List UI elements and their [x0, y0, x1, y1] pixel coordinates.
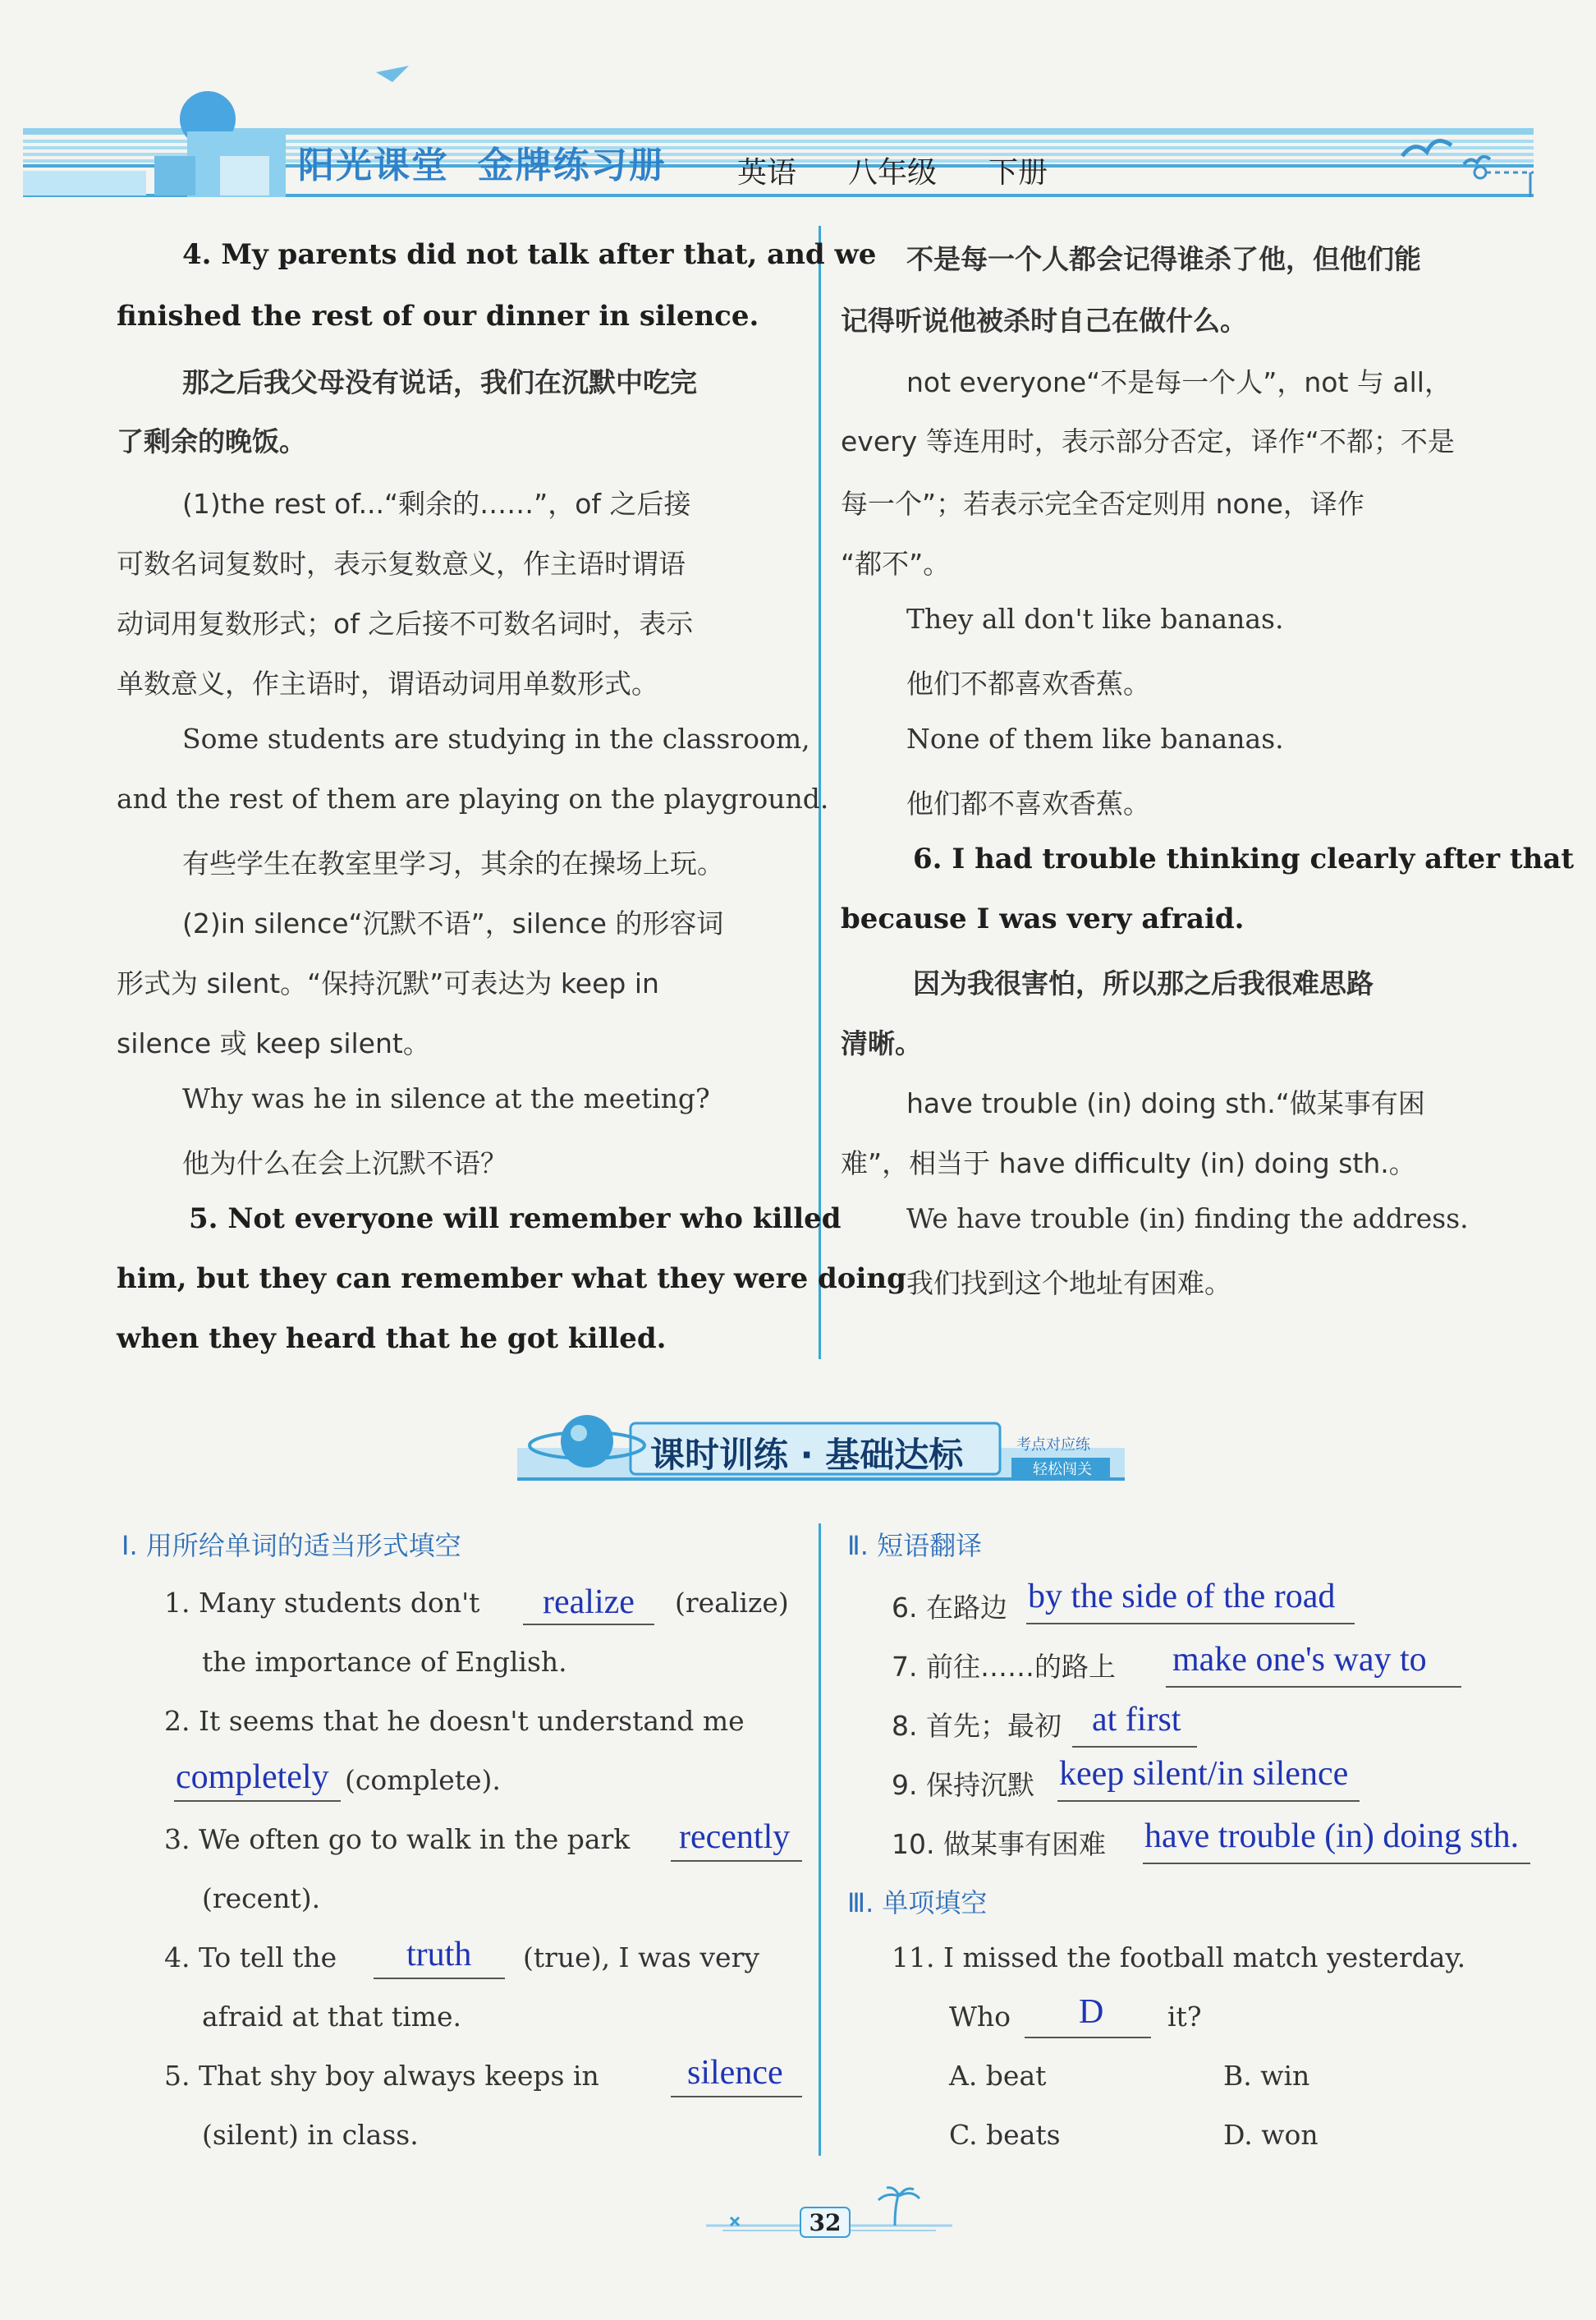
section-banner	[509, 1400, 1133, 1491]
note-3-line2: every 等连用时，表示部分否定，译作“不都；不是	[841, 425, 1455, 457]
sentence-5-cn-line2: 记得听说他被杀时自己在做什么。	[841, 305, 1247, 337]
sentence-6-en-line1: 6. I had trouble thinking clearly after that	[913, 843, 1575, 875]
section-2-title: Ⅱ. 短语翻译	[847, 1530, 983, 1561]
example-4-cn: 他们都不喜欢香蕉。	[906, 788, 1150, 820]
q11-text: 11. I missed the football match yesterday.	[892, 1941, 1466, 1973]
q2-text: 2. It seems that he doesn't understand me	[164, 1705, 745, 1737]
q3-text: 3. We often go to walk in the park	[164, 1823, 631, 1855]
q4-answer: truth	[406, 1936, 472, 1973]
example-1-en-line1: Some students are studying in the classroom,	[182, 723, 810, 755]
q11-answer-blank	[1025, 1992, 1151, 2038]
q11-option-a: A. beat	[949, 2060, 1047, 2092]
example-5-cn: 我们找到这个地址有困难。	[906, 1267, 1231, 1299]
q5-hint: (silent) in class.	[202, 2119, 419, 2151]
sentence-5-en-line2: him, but they can remember what they were doing	[117, 1262, 906, 1295]
q7-text: 7. 前往……的路上	[892, 1651, 1116, 1683]
q10-answer: have trouble (in) doing sth.	[1144, 1817, 1520, 1855]
q7-answer-blank	[1166, 1640, 1461, 1688]
q2-answer-blank	[174, 1757, 341, 1802]
q9-answer: keep silent/in silence	[1059, 1755, 1349, 1793]
q10-answer-blank	[1143, 1817, 1530, 1864]
series-title: 阳光课堂 金牌练习册	[298, 145, 667, 186]
volume-label: 下册	[988, 156, 1048, 190]
sentence-6-cn-line1: 因为我很害怕，所以那之后我很难思路	[913, 967, 1374, 999]
note-2-line1: (2)in silence“沉默不语”，silence 的形容词	[182, 907, 724, 939]
q3-answer: recently	[679, 1818, 791, 1856]
q1-hint: (realize)	[675, 1587, 789, 1619]
sentence-6-cn-line2: 清晰。	[841, 1027, 922, 1059]
q11-option-c: C. beats	[949, 2119, 1061, 2151]
sentence-4-en-line2: finished the rest of our dinner in silence.	[117, 300, 759, 333]
q5-answer: silence	[687, 2054, 783, 2092]
example-1-cn: 有些学生在教室里学习，其余的在操场上玩。	[182, 848, 724, 880]
example-1-en-line2: and the rest of them are playing on the playground.	[117, 783, 829, 815]
banner-title: 课时训练 · 基础达标	[650, 1435, 964, 1475]
sentence-5-cn-line1: 不是每一个人都会记得谁杀了他，但他们能	[906, 243, 1421, 275]
page-number: 32	[809, 2209, 842, 2236]
page-footer	[690, 2184, 969, 2242]
subject-label: 英语	[737, 156, 797, 190]
q7-answer: make one's way to	[1172, 1641, 1427, 1679]
example-5-en: We have trouble (in) finding the address.	[906, 1202, 1469, 1234]
section-1-title: Ⅰ. 用所给单词的适当形式填空	[122, 1530, 461, 1561]
page-header	[23, 49, 1534, 214]
note-1-line4: 单数意义，作主语时，谓语动词用单数形式。	[117, 668, 658, 700]
note-2-line2: 形式为 silent。“保持沉默”可表达为 keep in	[117, 967, 659, 999]
note-3-line4: “都不”。	[841, 548, 951, 580]
q8-answer-blank	[1072, 1700, 1197, 1748]
q6-answer-blank	[1026, 1577, 1355, 1624]
q10-text: 10. 做某事有困难	[892, 1828, 1106, 1860]
sentence-6-en-line2: because I was very afraid.	[841, 903, 1245, 935]
sentence-5-en-line1: 5. Not everyone will remember who killed	[189, 1202, 842, 1235]
q4-text-cont: afraid at that time.	[202, 2001, 461, 2033]
sentence-4-cn-line2: 了剩余的晚饭。	[117, 425, 306, 457]
note-2-line3: silence 或 keep silent。	[117, 1027, 430, 1059]
banner-tag-1: 考点对应练	[1016, 1436, 1090, 1454]
q1-answer-blank	[523, 1583, 654, 1625]
note-1-line2: 可数名词复数时，表示复数意义，作主语时谓语	[117, 548, 686, 580]
example-3-en: They all don't like bananas.	[906, 603, 1284, 635]
example-2-cn: 他为什么在会上沉默不语？	[182, 1147, 507, 1179]
example-2-en: Why was he in silence at the meeting?	[182, 1082, 710, 1114]
note-4-line2: 难”，相当于 have difficulty (in) doing sth.。	[841, 1147, 1416, 1179]
note-3-line1: not everyone“不是每一个人”，not 与 all，	[906, 366, 1452, 398]
q4-hint: (true), I was very	[523, 1941, 760, 1973]
grade-label: 八年级	[848, 156, 938, 190]
q9-text: 9. 保持沉默	[892, 1769, 1034, 1801]
q11-text-b: Who	[949, 2001, 1011, 2033]
q4-text: 4. To tell the	[164, 1941, 337, 1973]
q6-answer: by the side of the road	[1028, 1578, 1336, 1615]
q11-text-c: it?	[1167, 2001, 1202, 2033]
q9-answer-blank	[1057, 1754, 1360, 1802]
q5-answer-blank	[671, 2053, 802, 2097]
q1-text: 1. Many students don't	[164, 1587, 480, 1619]
q8-answer: at first	[1092, 1701, 1181, 1739]
q6-text: 6. 在路边	[892, 1592, 1007, 1624]
q4-answer-blank	[374, 1935, 505, 1979]
section-3-title: Ⅲ. 单项填空	[847, 1887, 988, 1918]
q5-text: 5. That shy boy always keeps in	[164, 2060, 599, 2092]
q11-option-b: B. win	[1223, 2060, 1310, 2092]
q11-answer: D	[1079, 1993, 1104, 2031]
q2-answer: completely	[176, 1758, 329, 1796]
note-1-line1: (1)the rest of...“剩余的……”，of 之后接	[182, 488, 691, 520]
note-1-line3: 动词用复数形式；of 之后接不可数名词时，表示	[117, 608, 694, 640]
sentence-5-en-line3: when they heard that he got killed.	[117, 1322, 667, 1355]
note-3-line3: 每一个”；若表示完全否定则用 none，译作	[841, 488, 1364, 520]
q3-answer-blank	[671, 1817, 802, 1862]
q8-text: 8. 首先；最初	[892, 1710, 1062, 1742]
q1-answer: realize	[543, 1583, 635, 1621]
q1-text-cont: the importance of English.	[202, 1646, 567, 1678]
banner-tag-2: 轻松闯关	[1033, 1461, 1092, 1478]
q2-hint: (complete).	[345, 1764, 501, 1796]
example-3-cn: 他们不都喜欢香蕉。	[906, 668, 1150, 700]
q11-option-d: D. won	[1223, 2119, 1319, 2151]
sentence-4-cn-line1: 那之后我父母没有说话，我们在沉默中吃完	[182, 366, 697, 398]
example-4-en: None of them like bananas.	[906, 723, 1284, 755]
note-4-line1: have trouble (in) doing sth.“做某事有困	[906, 1087, 1425, 1119]
column-divider-bottom	[819, 1523, 821, 2156]
q3-hint: (recent).	[202, 1882, 321, 1914]
sentence-4-en-line1: 4. My parents did not talk after that, and we	[182, 238, 877, 271]
